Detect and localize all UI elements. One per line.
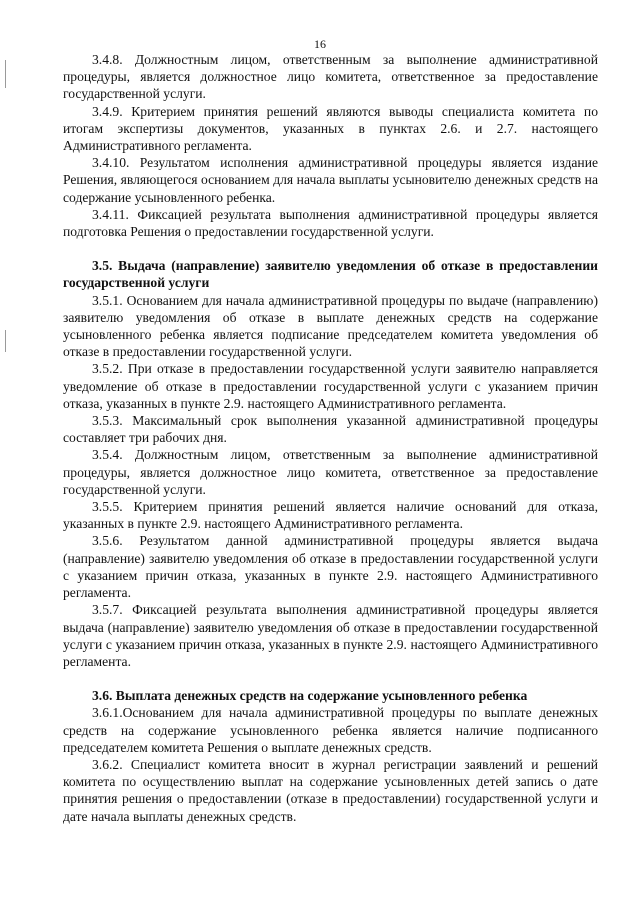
paragraph-3-5-4: 3.5.4. Должностным лицом, ответственным за выполнение административной процедуры, является должностное лицо комитета, ответственное за предоставление государственной услуги. xyxy=(63,447,598,497)
paragraph-3-5-3: 3.5.3. Максимальный срок выполнения указанной административной процедуры составляет три рабочих дня. xyxy=(63,413,598,446)
paragraph-3-6-1: 3.6.1.Основанием для начала административной процедуры по выплате денежных средств на содержание усыновленного ребенка является наличие подписанного председателем комитета Решения о выплате денежных средств. xyxy=(63,705,598,755)
paragraph-3-4-8: 3.4.8. Должностным лицом, ответственным за выполнение административной процедуры, является должностное лицо комитета, ответственное за предоставление государственной услуги. xyxy=(63,52,598,102)
paragraph-3-5-6: 3.5.6. Результатом данной административной процедуры является выдача (направление) заявителю уведомления об отказе в предоставлении государственной услуги с указанием причин отказа, указанных в пункте 2.9. настоящего Административного регламента. xyxy=(63,533,598,601)
paragraph-3-5-1: 3.5.1. Основанием для начала административной процедуры по выдаче (направлению) заявителю уведомления об отказе в выплате денежных средств на содержание усыновленного ребенка является подписание председателем комитета уведомления об отказе в предоставлении государственной услуги. xyxy=(63,292,598,360)
scan-edge-mark xyxy=(5,60,6,88)
paragraph-3-5-2: 3.5.2. При отказе в предоставлении государственной услуги заявителю направляется уведомление об отказе в предоставлении государственной услуги с указанием причин отказа, указанных в пункте 2.9. настоящего Административного регламента. xyxy=(63,361,598,411)
paragraph-3-4-9: 3.4.9. Критерием принятия решений являются выводы специалиста комитета по итогам экспертизы документов, указанных в пунктах 2.6. и 2.7. настоящего Административного регламента. xyxy=(63,103,598,154)
paragraph-3-5-5: 3.5.5. Критерием принятия решений является наличие оснований для отказа, указанных в пункте 2.9. настоящего Административного регламента. xyxy=(63,499,598,532)
section-spacer xyxy=(63,670,598,687)
paragraph-3-4-10: 3.4.10. Результатом исполнения административной процедуры является издание Решения, являющегося основанием для начала выплаты усыновителю денежных средств на содержание усыновленного ребенка. xyxy=(63,155,598,205)
paragraph-3-5-7: 3.5.7. Фиксацией результата выполнения административной процедуры является выдача (направление) заявителю уведомления об отказе в предоставлении государственной услуги с указанием причин отказа, указанных в пункте 2.9. настоящего Административного регламента. xyxy=(63,602,598,669)
section-spacer xyxy=(63,240,598,257)
paragraph-3-4-11: 3.4.11. Фиксацией результата выполнения административной процедуры является подготовка Решения о предоставлении государственной услуги. xyxy=(63,206,598,240)
paragraph-3-6-2: 3.6.2. Специалист комитета вносит в журнал регистрации заявлений и решений комитета по осуществлению выплат на содержание усыновленных детей запись о дате принятия решения о предоставлении (отказе в предоставлении) государственной услуги и дате начала выплаты денежных средств. xyxy=(63,756,598,824)
page-number: 16 xyxy=(314,37,326,51)
scan-edge-mark xyxy=(5,330,6,352)
section-heading-3-5: 3.5. Выдача (направление) заявителю уведомления об отказе в предоставлении государственной услуги xyxy=(63,258,598,291)
section-heading-3-6: 3.6. Выплата денежных средств на содержание усыновленного ребенка xyxy=(92,688,528,704)
document-body xyxy=(63,51,598,825)
